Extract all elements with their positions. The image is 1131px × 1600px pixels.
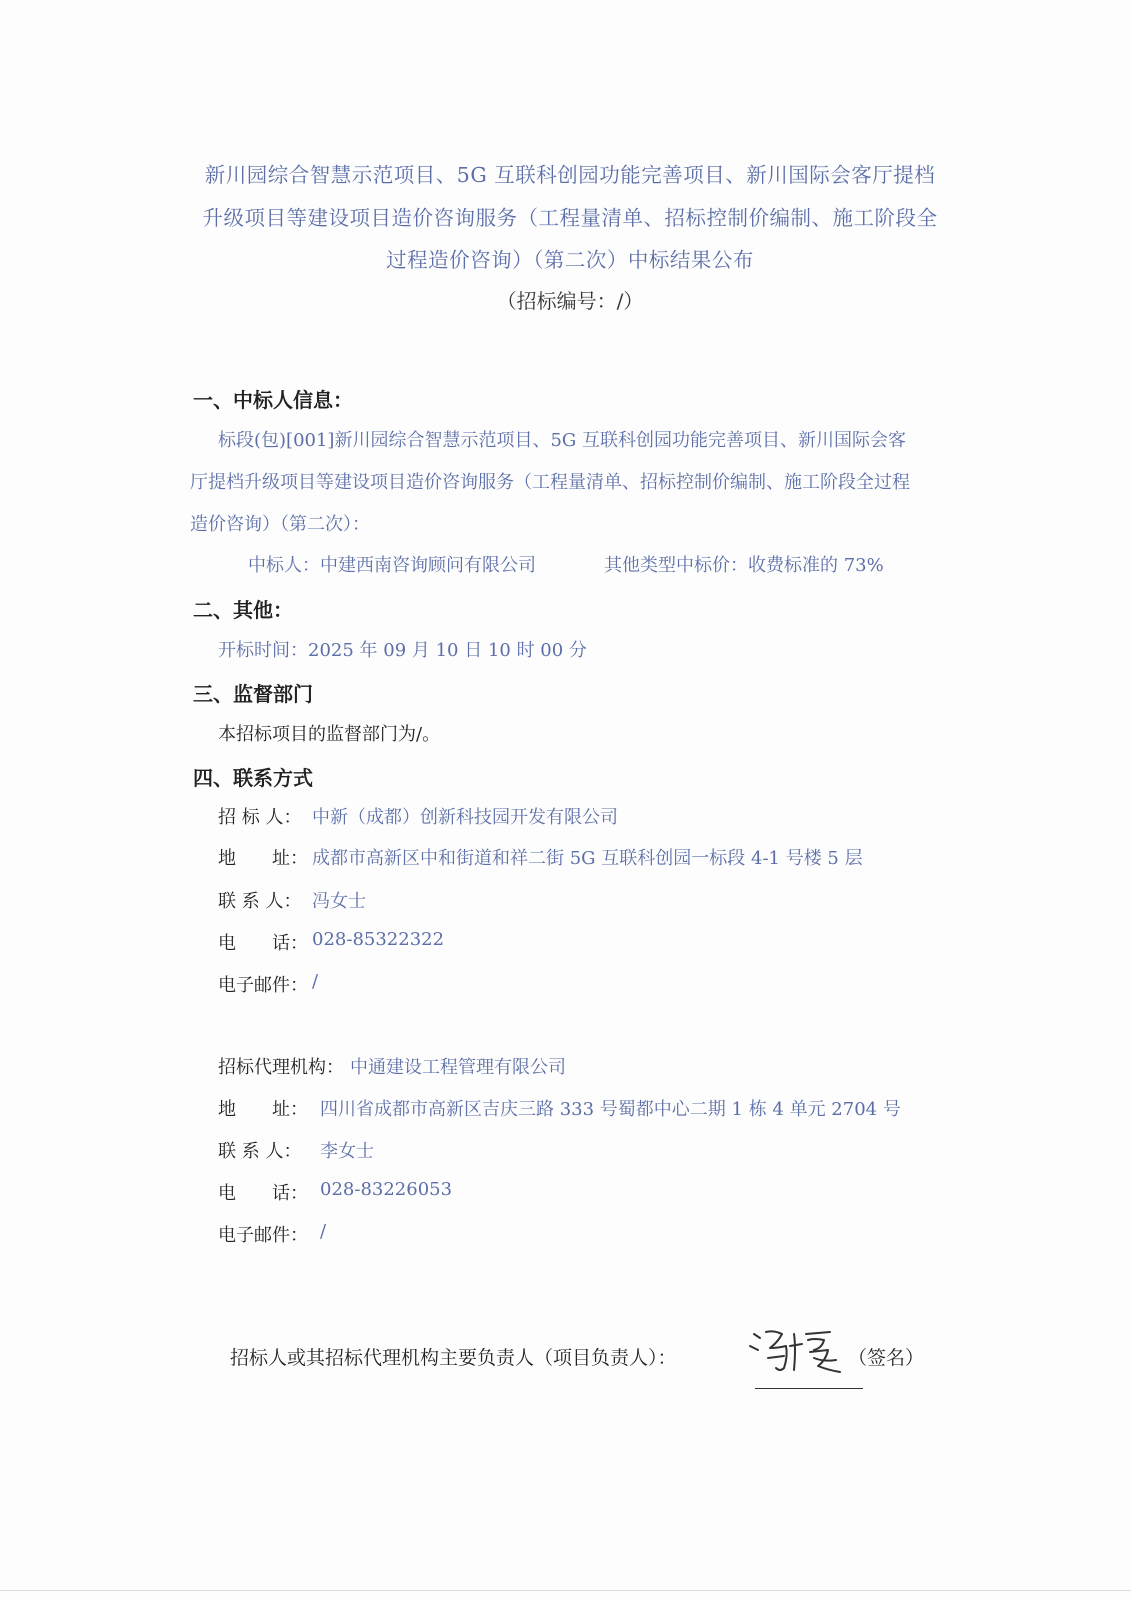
winner-name: 中标人：中建西南咨询顾问有限公司: [248, 555, 536, 576]
agency-address: 四川省成都市高新区吉庆三路 333 号蜀都中心二期 1 栋 4 单元 2704 号: [320, 1099, 901, 1120]
open-time: 开标时间：2025 年 09 月 10 日 10 时 00 分: [218, 640, 587, 661]
agency-email: /: [320, 1221, 327, 1242]
tenderer-address-label: 地 址：: [218, 848, 308, 869]
tender-number: （招标编号：/）: [496, 289, 644, 313]
supervision-text: 本招标项目的监督部门为/。: [218, 724, 441, 745]
section1-heading: 一、中标人信息：: [193, 388, 353, 412]
agency-name: 中通建设工程管理有限公司: [350, 1057, 566, 1078]
handwritten-signature: [744, 1326, 864, 1386]
title-line-3: 过程造价咨询）（第二次）中标结果公布: [386, 248, 754, 272]
agency-phone-label: 电 话：: [218, 1183, 308, 1204]
title-line-2: 升级项目等建设项目造价咨询服务（工程量清单、招标控制价编制、施工阶段全: [202, 206, 938, 230]
agency-contact-label: 联 系 人：: [218, 1141, 302, 1162]
tenderer-name-label: 招 标 人：: [218, 807, 302, 828]
agency-address-label: 地 址：: [218, 1099, 308, 1120]
section3-heading: 三、监督部门: [193, 682, 313, 706]
title-line-1: 新川园综合智慧示范项目、5G 互联科创园功能完善项目、新川国际会客厅提档: [204, 163, 936, 187]
agency-contact: 李女士: [320, 1141, 374, 1162]
lot-line-3: 造价咨询）（第二次）：: [190, 514, 370, 535]
scan-edge: [0, 1590, 1131, 1591]
tenderer-phone-label: 电 话：: [218, 933, 308, 954]
signature-label: 招标人或其招标代理机构主要负责人（项目负责人）：: [230, 1347, 677, 1369]
agency-name-label: 招标代理机构：: [218, 1057, 344, 1078]
agency-phone: 028-83226053: [320, 1179, 453, 1200]
agency-email-label: 电子邮件：: [218, 1225, 308, 1246]
signature-line: [755, 1388, 863, 1389]
tenderer-email-label: 电子邮件：: [218, 975, 308, 996]
section2-heading: 二、其他：: [193, 598, 293, 622]
tenderer-address: 成都市高新区中和街道和祥二街 5G 互联科创园一标段 4-1 号楼 5 层: [312, 848, 863, 869]
tenderer-contact: 冯女士: [312, 891, 366, 912]
tenderer-phone: 028-85322322: [312, 929, 445, 950]
lot-line-1: 标段(包)[001]新川园综合智慧示范项目、5G 互联科创园功能完善项目、新川国际会客: [218, 430, 906, 451]
tenderer-email: /: [312, 971, 319, 992]
tenderer-name: 中新（成都）创新科技园开发有限公司: [312, 807, 618, 828]
section4-heading: 四、联系方式: [193, 766, 313, 790]
winning-price: 其他类型中标价：收费标准的 73%: [604, 555, 884, 576]
tenderer-contact-label: 联 系 人：: [218, 891, 302, 912]
lot-line-2: 厅提档升级项目等建设项目造价咨询服务（工程量清单、招标控制价编制、施工阶段全过程: [190, 472, 910, 493]
signature-suffix: （签名）: [848, 1347, 925, 1369]
